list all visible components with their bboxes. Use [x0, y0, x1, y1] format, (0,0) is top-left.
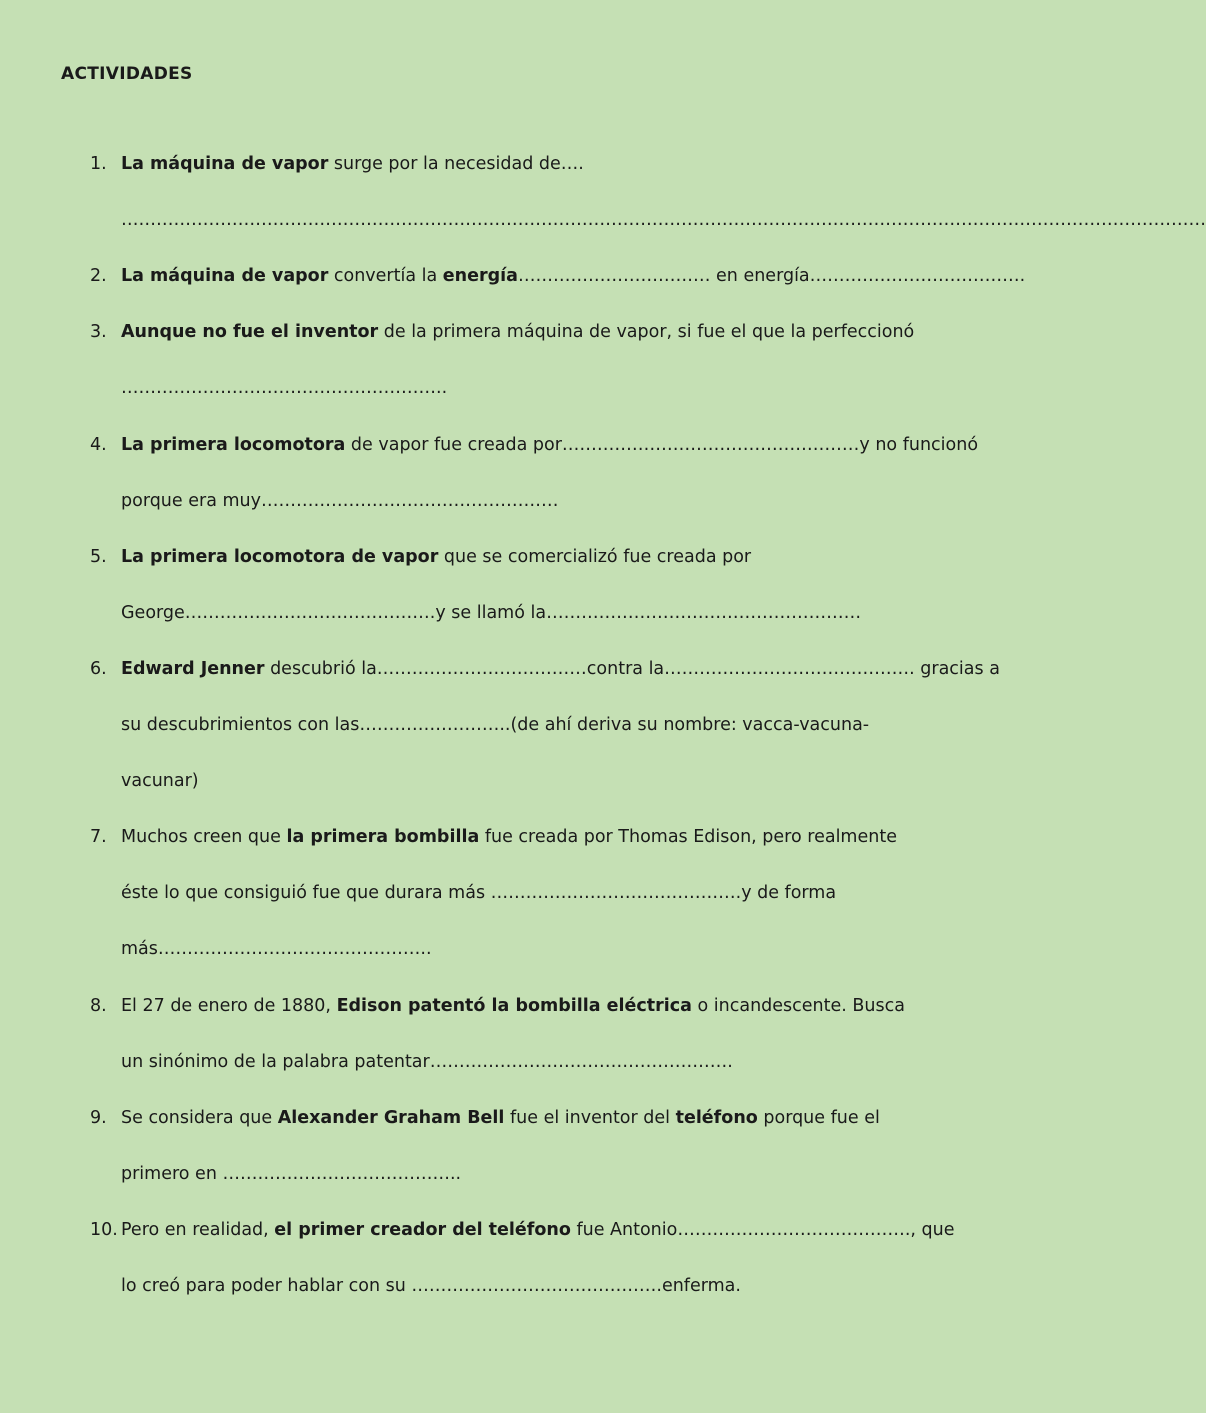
text: primero en …………………………………..	[121, 1164, 462, 1184]
item-text	[121, 248, 1026, 304]
item-text	[121, 1090, 950, 1202]
text: fue Antonio…………………………………., que	[570, 1220, 955, 1240]
item-number: 6.	[90, 659, 107, 679]
item-line	[121, 192, 1206, 248]
activity-item	[90, 1202, 955, 1314]
text: porque era muy……………………………………………	[121, 491, 559, 511]
text: de la primera máquina de vapor, si fue el que la perfeccionó	[378, 322, 915, 342]
text: Pero en realidad,	[121, 1220, 275, 1240]
activity-item	[90, 304, 950, 416]
item-text	[121, 136, 1206, 248]
text: más………………………………………..	[121, 939, 432, 959]
item-number: 8.	[90, 996, 107, 1016]
text: lo creó para poder hablar con su …………………………………….enferma.	[121, 1276, 741, 1296]
text: descubrió la………………………………contra la……………………………………. gracias a	[264, 659, 1000, 679]
item-line	[121, 473, 950, 529]
text: su descubrimientos con las……………………..(de ahí deriva su nombre: vacca-vacuna-	[121, 715, 870, 735]
text: ………………………………………………..	[121, 378, 448, 398]
bold-text: Aunque no fue el inventor	[121, 322, 379, 342]
bold-text: Alexander Graham Bell	[277, 1108, 505, 1128]
item-number: 5.	[90, 547, 107, 567]
page-title: ACTIVIDADES	[61, 64, 193, 84]
item-text	[121, 417, 979, 529]
item-line	[121, 136, 950, 192]
text: El 27 de enero de 1880,	[121, 996, 337, 1016]
item-line	[121, 809, 950, 865]
activity-item	[90, 136, 1206, 248]
activity-item	[90, 978, 950, 1090]
item-line	[121, 360, 950, 416]
bold-text: La máquina de vapor	[121, 154, 329, 174]
bold-text: La primera locomotora	[121, 435, 346, 455]
bold-text: el primer creador del teléfono	[274, 1220, 571, 1240]
item-number: 1.	[90, 154, 107, 174]
bold-text: teléfono	[675, 1108, 758, 1128]
item-text	[121, 304, 950, 416]
text: surge por la necesidad de….	[328, 154, 584, 174]
text: …………………………… en energía……………………………….	[517, 266, 1026, 286]
item-line	[121, 1202, 955, 1258]
item-number: 7.	[90, 827, 107, 847]
text: George…………………………………….y se llamó la………………………………………………	[121, 603, 862, 623]
text: Muchos creen que	[121, 827, 287, 847]
bold-text: la primera bombilla	[286, 827, 480, 847]
item-line	[121, 865, 950, 921]
item-line	[121, 753, 950, 809]
activity-item	[90, 529, 950, 641]
text: porque fue el	[757, 1108, 880, 1128]
text: vacunar)	[121, 771, 199, 791]
activity-item	[90, 809, 950, 977]
item-text	[121, 529, 950, 641]
item-line	[121, 978, 950, 1034]
item-line	[121, 921, 950, 977]
bold-text: La máquina de vapor	[121, 266, 329, 286]
item-line	[121, 1034, 950, 1090]
text: fue creada por Thomas Edison, pero realmente	[479, 827, 897, 847]
bold-text: La primera locomotora de vapor	[121, 547, 439, 567]
text: Se considera que	[121, 1108, 278, 1128]
item-line	[121, 585, 950, 641]
text: de vapor fue creada por……………………………………………y no funcionó	[345, 435, 979, 455]
bold-text: Edison patentó la bombilla eléctrica	[336, 996, 692, 1016]
bold-text: Edward Jenner	[121, 659, 265, 679]
activity-item	[90, 641, 1000, 809]
item-number: 3.	[90, 322, 107, 342]
item-number: 4.	[90, 435, 107, 455]
item-number: 10.	[90, 1220, 118, 1240]
item-line	[121, 1258, 950, 1314]
text: convertía la	[328, 266, 443, 286]
item-line	[121, 529, 950, 585]
item-line	[121, 304, 950, 360]
item-line	[121, 417, 979, 473]
text: ……………………………………………………………………………………………………………………………………………………………………	[121, 210, 1206, 230]
item-line	[121, 697, 950, 753]
item-text	[121, 978, 950, 1090]
text: que se comercializó fue creada por	[438, 547, 752, 567]
item-line	[121, 1146, 950, 1202]
activity-item	[90, 248, 1026, 304]
text: o incandescente. Busca	[691, 996, 905, 1016]
text: éste lo que consiguió fue que durara más …………………………………….y de forma	[121, 883, 837, 903]
item-number: 9.	[90, 1108, 107, 1128]
activity-item	[90, 1090, 950, 1202]
text: un sinónimo de la palabra patentar…………………………………………….	[121, 1052, 733, 1072]
item-text	[121, 1202, 955, 1314]
item-number: 2.	[90, 266, 107, 286]
item-text	[121, 641, 1000, 809]
item-line	[121, 1090, 950, 1146]
activity-item	[90, 417, 979, 529]
item-line	[121, 641, 1000, 697]
item-text	[121, 809, 950, 977]
text: fue el inventor del	[504, 1108, 676, 1128]
bold-text: energía	[442, 266, 518, 286]
item-line	[121, 248, 1026, 304]
